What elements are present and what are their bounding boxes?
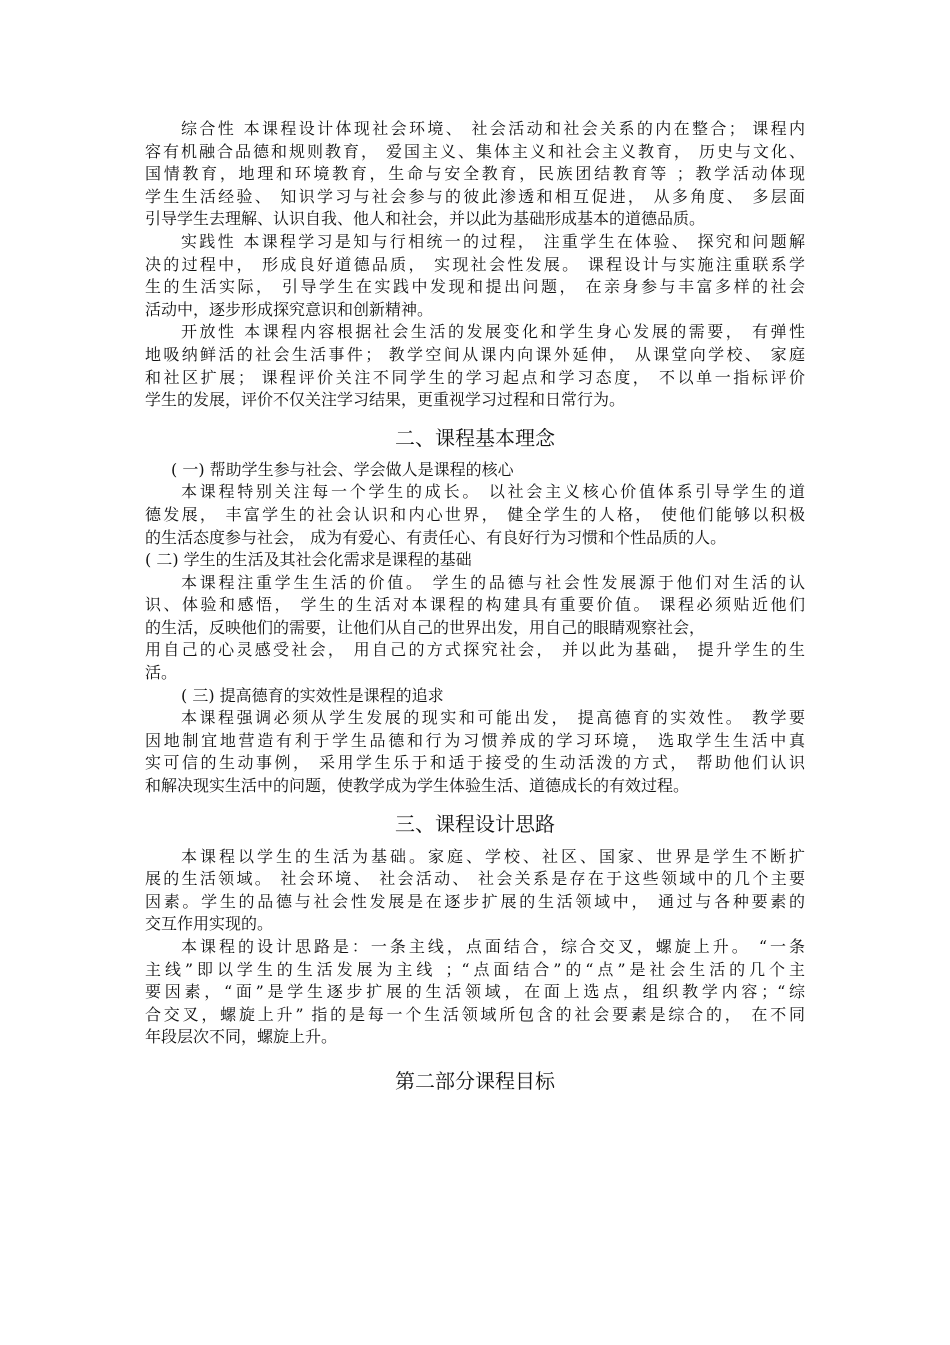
section-heading-basic-concepts: 二、课程基本理念: [395, 425, 555, 450]
text-line: 和解决现实生活中的问题，使教学成为学生体验生活、道德成长的有效过程。: [145, 776, 690, 796]
text-line: 本课程的设计思路是：一条主线，点面结合，综合交叉，螺旋上升。 “一条: [181, 937, 805, 956]
text-line: 的生活，反映他们的需要，让他们从自己的世界出发，用自己的眼睛观察社会，: [145, 617, 706, 637]
text-line: 学生的发展，评价不仅关注学习结果，更重视学习过程和日常行为。: [145, 390, 626, 410]
text-line: 生的生活实际， 引导学生在实践中发现和提出问题， 在亲身参与丰富多样的社会: [145, 277, 805, 297]
text-line: 用自己的心灵感受社会， 用自己的方式探究社会， 并以此为基础， 提升学生的生: [145, 640, 805, 660]
subheading-pursuit: ( 三) 提高德育的实效性是课程的追求: [181, 685, 444, 705]
paragraph-core: [145, 481, 805, 549]
paragraph-design-approach: [145, 936, 805, 1049]
text-line: 学生生活经验、 知识学习与社会参与的彼此渗透和相互促进， 从多角度、 多层面: [145, 186, 805, 206]
text-line: 活。: [145, 663, 178, 683]
text-line: 因素。学生的品德与社会性发展是在逐步扩展的生活领域中， 通过与各种要素的: [145, 891, 805, 911]
text-line: 国情教育，地理和环境教育，生命与安全教育，民族团结教育等 ；教学活动体现: [145, 164, 805, 184]
text-line: 识、体验和感悟， 学生的生活对本课程的构建具有重要价值。 课程必须贴近他们: [145, 595, 805, 615]
text-line: 地吸纳鲜活的社会生活事件； 教学空间从课内向课外延伸， 从课堂向学校、 家庭: [145, 344, 805, 364]
text-line: 主线”即以学生的生活发展为主线 ；“点面结合”的“点”是社会生活的几个主: [145, 959, 805, 979]
part-heading-course-objectives: 第二部分课程目标: [395, 1068, 555, 1093]
text-line: 合交叉，螺旋上升” 指的是每一个生活领域所包含的社会要素是综合的， 在不同: [145, 1004, 805, 1024]
paragraph-openness: [145, 321, 805, 411]
text-line: 决的过程中， 形成良好道德品质， 实现社会性发展。 课程设计与实施注重联系学: [145, 254, 805, 274]
text-line: 本课程强调必须从学生发展的现实和可能出发， 提高德育的实效性。 教学要: [181, 708, 805, 728]
text-line: 展的生活领域。 社会环境、 社会活动、 社会关系是存在于这些领域中的几个主要: [145, 869, 805, 889]
text-line: 开放性 本课程内容根据社会生活的发展变化和学生身心发展的需要， 有弹性: [181, 322, 805, 342]
text-line: 德发展， 丰富学生的社会认识和内心世界， 健全学生的人格， 使他们能够以积极: [145, 504, 805, 524]
text-line: 本课程以学生的生活为基础。家庭、学校、社区、国家、世界是学生不断扩: [181, 846, 805, 866]
text-line: 实践性 本课程学习是知与行相统一的过程， 注重学生在体验、 探究和问题解: [181, 231, 805, 251]
text-line: 交互作用实现的。: [145, 914, 274, 934]
text-line: 因地制宜地营造有利于学生品德和行为习惯养成的学习环境， 选取学生生活中真: [145, 730, 805, 750]
paragraph-foundation: [145, 572, 805, 685]
text-line: 本课程特别关注每一个学生的成长。 以社会主义核心价值体系引导学生的道: [181, 482, 805, 502]
text-line: 的生活态度参与社会， 成为有爱心、有责任心、有良好行为习惯和个性品质的人。: [145, 527, 727, 547]
text-line: 实可信的生动事例， 采用学生乐于和适于接受的生动活泼的方式， 帮助他们认识: [145, 753, 805, 773]
text-line: 综合性 本课程设计体现社会环境、 社会活动和社会关系的内在整合； 课程内: [181, 119, 805, 138]
text-line: 和社区扩展； 课程评价关注不同学生的学习起点和学习态度， 不以单一指标评价: [145, 367, 805, 387]
document-body: [145, 118, 805, 1096]
paragraph-practicality: [145, 231, 805, 321]
paragraph-comprehensiveness: [145, 118, 805, 231]
text-line: 本课程注重学生生活的价值。 学生的品德与社会性发展源于他们对生活的认: [181, 572, 805, 592]
text-line: 要因素，“面”是学生逐步扩展的生活领域，在面上选点，组织教学内容；“综: [145, 982, 805, 1002]
text-line: 年段层次不同，螺旋上升。: [145, 1027, 338, 1047]
text-line: 引导学生去理解、认识自我、他人和社会，并以此为基础形成基本的道德品质。: [145, 209, 706, 229]
text-line: 容有机融合品德和规则教育， 爱国主义、集体主义和社会主义教育， 历史与文化、: [145, 141, 805, 161]
section-heading-design-approach: 三、课程设计思路: [395, 811, 555, 836]
paragraph-design-basis: [145, 846, 805, 936]
subheading-foundation: ( 二) 学生的生活及其社会化需求是课程的基础: [145, 550, 472, 570]
paragraph-pursuit: [145, 707, 805, 797]
text-line: 活动中，逐步形成探究意识和创新精神。: [145, 299, 434, 319]
subheading-core: ( 一) 帮助学生参与社会、学会做人是课程的核心: [171, 459, 514, 479]
